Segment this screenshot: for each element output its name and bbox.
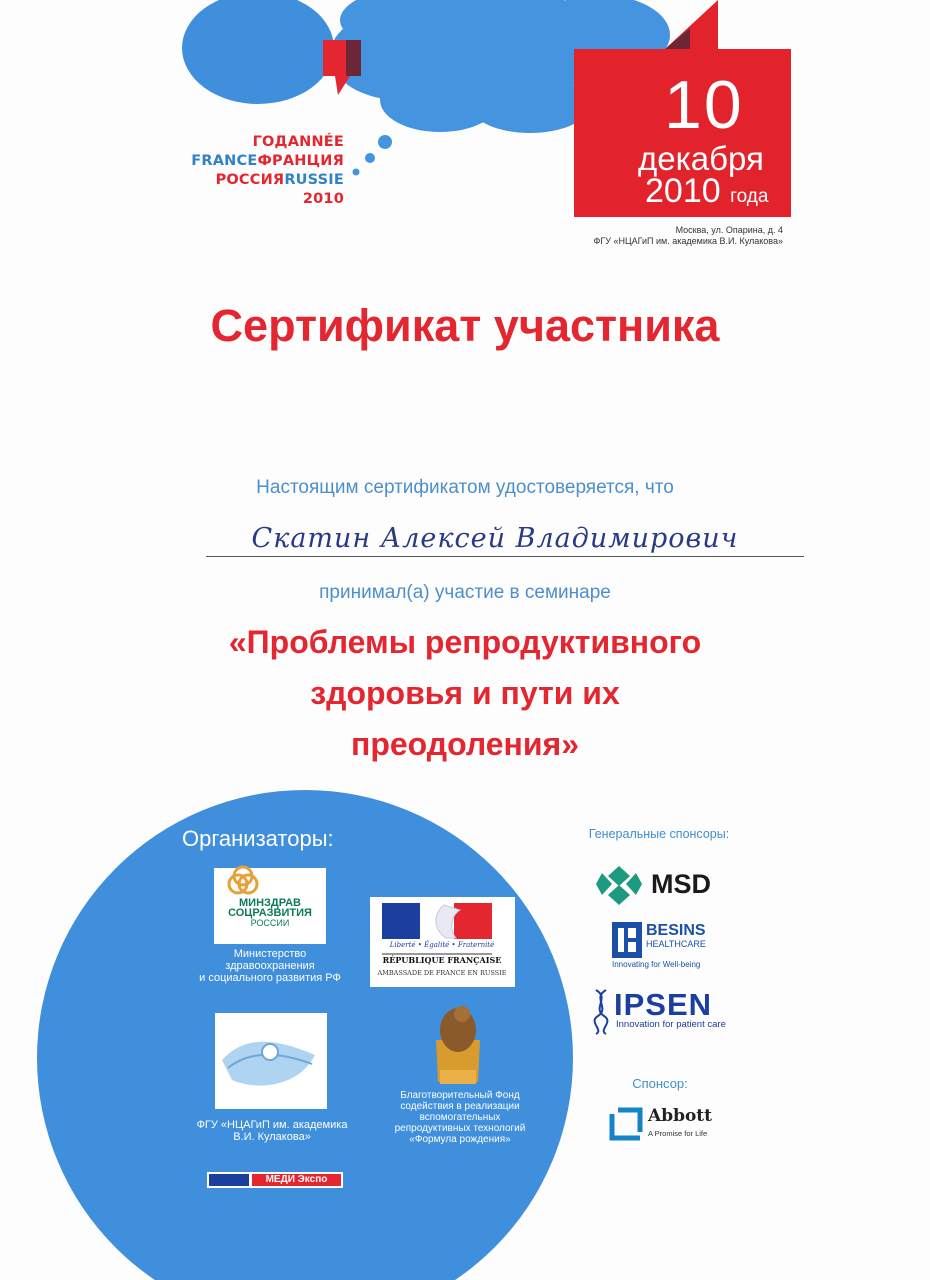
ministry-logo-line-1: МИНЗДРАВ — [239, 897, 301, 909]
year-logo-fr3: RUSSIE — [284, 172, 344, 188]
abbott-tagline: A Promise for Life — [648, 1129, 708, 1138]
general-sponsors-title: Генеральные спонсоры: — [588, 827, 730, 841]
france-logo-text — [372, 941, 512, 980]
participation-text: принимал(а) участие в семинаре — [319, 582, 611, 603]
year-logo-ru1: ГОД — [252, 134, 288, 150]
ipsen-logo-text: IPSEN — [614, 987, 713, 1022]
ministry-logo-line-3: РОССИИ — [250, 918, 290, 928]
medi-expo-logo: МЕДИ Экспо — [265, 1174, 328, 1185]
ipsen-tagline: Innovation for patient care — [616, 1019, 726, 1030]
venue-address — [540, 225, 783, 247]
date-year — [645, 173, 768, 215]
ipsen-helix-icon — [595, 990, 608, 1034]
date-year-number: 2010 — [645, 172, 721, 210]
ministry-logo-text — [214, 898, 326, 928]
certify-text: Настоящим сертификатом удостоверяется, что — [256, 477, 674, 498]
fund-caption-line-4: репродуктивных технологий — [394, 1123, 526, 1134]
date-day: 10 — [664, 67, 744, 143]
ministry-caption-line-2: здравоохранения — [225, 960, 315, 972]
center-caption-line-2: В.И. Кулакова» — [233, 1131, 311, 1143]
france-republic: RÉPUBLIQUE FRANÇAISE — [382, 955, 502, 965]
sponsor-title: Спонсор: — [632, 1076, 688, 1091]
besins-logo-icon — [612, 922, 642, 958]
year-logo — [184, 133, 344, 209]
besins-name: BESINS — [646, 922, 706, 939]
date-month: декабря — [638, 140, 764, 177]
certificate-title: Сертификат участника — [210, 300, 720, 351]
participant-name: Скатин Алексей Владимирович — [251, 523, 739, 554]
ministry-caption-line-1: Министерство — [233, 948, 307, 960]
date-year-suffix: года — [730, 186, 769, 207]
date-box — [574, 49, 791, 217]
address-line-1: Москва, ул. Опарина, д. 4 — [675, 225, 783, 235]
fund-caption-line-2: содействия в реализации — [400, 1101, 520, 1112]
besins-healthcare: HEALTHCARE — [646, 939, 706, 949]
fund-caption-line-3: вспомогательных — [419, 1112, 501, 1123]
year-logo-ru3: РОССИЯ — [215, 172, 285, 188]
marianne-flag-icon — [382, 903, 492, 939]
year-logo-fr1: ANNÉE — [287, 134, 344, 150]
ministry-logo-line-2: СОЦРАЗВИТИЯ — [228, 907, 312, 919]
ministry-caption — [178, 948, 362, 984]
year-logo-fr2: FRANCE — [191, 153, 258, 169]
abbott-logo-text: Abbott — [648, 1106, 713, 1126]
msd-logo-text: MSD — [651, 869, 711, 899]
blue-speech-bubble-shape — [182, 0, 334, 104]
ministry-caption-line-3: и социального развития РФ — [199, 972, 341, 984]
besins-logo-text — [646, 922, 706, 950]
year-logo-year: 2010 — [302, 191, 344, 207]
fund-caption-line-5: «Формула рождения» — [409, 1134, 511, 1145]
organizers-title: Организаторы: — [182, 826, 334, 851]
address-line-2: ФГУ «НЦАГиП им. академика В.И. Кулакова» — [593, 236, 783, 246]
year-logo-ru2: ФРАНЦИЯ — [257, 153, 344, 169]
france-motto: Liberté • Égalité • Fraternité — [389, 941, 495, 949]
msd-logo-icon — [596, 866, 642, 905]
seminar-title-line-2: здоровья и пути их — [310, 675, 620, 711]
fund-caption — [382, 1090, 538, 1145]
france-embassy: AMBASSADE DE FRANCE EN RUSSIE — [377, 969, 507, 977]
seminar-title-line-1: «Проблемы репродуктивного — [228, 624, 702, 660]
center-caption-line-1: ФГУ «НЦАГиП им. академика — [196, 1119, 348, 1131]
abbott-logo-icon — [612, 1110, 640, 1138]
seminar-title — [160, 617, 770, 770]
besins-tagline: Innovating for Well-being — [612, 960, 701, 969]
name-underline — [206, 556, 804, 557]
center-caption — [184, 1119, 360, 1143]
fund-caption-line-1: Благотворительный Фонд — [400, 1090, 520, 1101]
seminar-title-line-3: преодоления» — [350, 726, 580, 762]
